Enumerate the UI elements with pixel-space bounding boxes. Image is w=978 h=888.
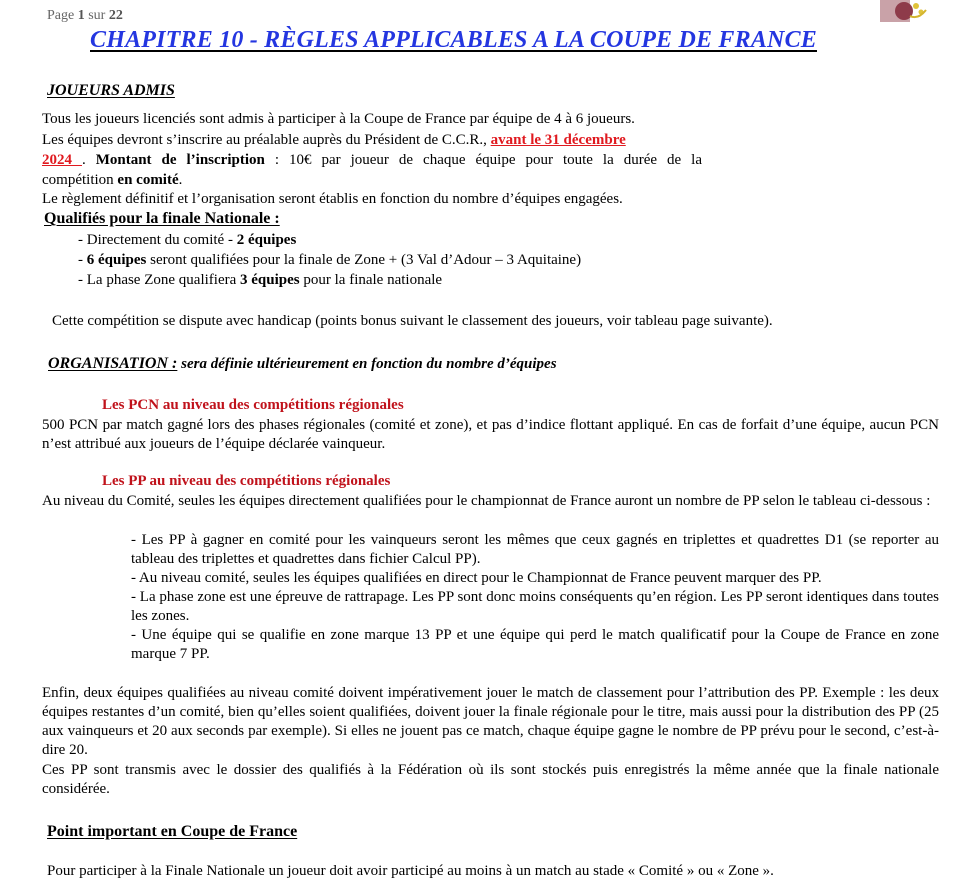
pp-item-2: - Au niveau comité, seules les équipes qualifiées en direct pour le Championnat de France peuvent marquer des PP. bbox=[131, 570, 822, 586]
enfin-paragraph: Enfin, deux équipes qualifiées au niveau comité doivent impérativement jouer le match de classement pour l’attribution des PP. Exemple : les deux équipes restantes d’un comité, bien qu’elles soient qualifiées, doivent jouer la finale régionale pour le titre, mais aussi pour la distribution des PP (25 aux vainqueurs et 20 aux seconds par exemple). Si elles ne jouent pas ce match, chaque équipe gagne le nombre de PP prévu pour le second, c’est-à-dire 20. bbox=[42, 685, 939, 758]
joueurs-line5: Le règlement définitif et l’organisation seront établis en fonction du nombre d’équipes engagées. bbox=[42, 191, 623, 207]
pp-item-4: - Une équipe qui se qualifie en zone marque 13 PP et une équipe qui perd le match qualificatif pour la Coupe de France en zone marque 7 PP. bbox=[131, 627, 939, 662]
pcn-text: 500 PCN par match gagné lors des phases régionales (comité et zone), et pas d’indice flottant appliqué. En cas de forfait d’une équipe, aucun PCN n’est attribué aux joueurs de l’équipe déclarée vainqueur. bbox=[42, 417, 939, 452]
pcn-title: Les PCN au niveau des compétitions régionales bbox=[102, 397, 404, 413]
handicap-note: Cette compétition se dispute avec handicap (points bonus suivant le classement des joueurs, voir tableau page suivante). bbox=[52, 313, 773, 329]
pp-intro: Au niveau du Comité, seules les équipes directement qualifiées pour le championnat de France auront un nombre de PP selon le tableau ci-dessous : bbox=[42, 493, 931, 509]
section-heading-qualifies: Qualifiés pour la finale Nationale : bbox=[44, 210, 280, 227]
deadline-date: avant le 31 décembre bbox=[490, 132, 626, 148]
point-text: Pour participer à la Finale Nationale un joueur doit avoir participé au moins à un match au stade « Comité » ou « Zone ». bbox=[47, 863, 774, 879]
pp-item-1: - Les PP à gagner en comité pour les vainqueurs seront les mêmes que ceux gagnés en triplettes et quadrettes D1 (se reporter au tableau des triplettes et quadrettes dans fichier Calcul PP). bbox=[131, 532, 939, 567]
qualifies-item-1: - Directement du comité - 2 équipes bbox=[78, 232, 297, 248]
qualifies-item-3: - La phase Zone qualifiera 3 équipes pour la finale nationale bbox=[78, 272, 443, 288]
page-indicator: Page 1 sur 22 bbox=[47, 8, 123, 23]
section-heading-organisation: ORGANISATION : sera définie ultérieurement en fonction du nombre d’équipes bbox=[48, 355, 557, 372]
joueurs-line1: Tous les joueurs licenciés sont admis à participer à la Coupe de France par équipe de 4 à 6 joueurs. bbox=[42, 111, 635, 127]
chapter-title: CHAPITRE 10 - RÈGLES APPLICABLES A LA COUPE DE FRANCE bbox=[90, 27, 817, 53]
joueurs-line4: compétition en comité. bbox=[42, 172, 183, 188]
joueurs-line3: 2024 . Montant de l’inscription : 10€ par joueur de chaque équipe pour toute la durée de la bbox=[42, 152, 702, 168]
joueurs-line2: Les équipes devront s’inscrire au préalable auprès du Président de C.C.R., avant le 31 décembre bbox=[42, 132, 626, 148]
transmis-paragraph: Ces PP sont transmis avec le dossier des qualifiés à la Fédération où ils sont stockés puis enregistrés la même année que la finale nationale considérée. bbox=[42, 762, 939, 797]
section-heading-joueurs: JOUEURS ADMIS bbox=[47, 82, 175, 99]
qualifies-item-2: - 6 équipes seront qualifiées pour la finale de Zone + (3 Val d’Adour – 3 Aquitaine) bbox=[78, 252, 582, 268]
pp-item-3: - La phase zone est une épreuve de rattrapage. Les PP sont donc moins conséquents qu’en région. Les PP seront identiques dans toutes les zones. bbox=[131, 589, 939, 624]
pp-title: Les PP au niveau des compétitions régionales bbox=[102, 473, 391, 489]
federation-logo-icon bbox=[880, 0, 928, 22]
section-heading-point: Point important en Coupe de France bbox=[47, 823, 298, 840]
